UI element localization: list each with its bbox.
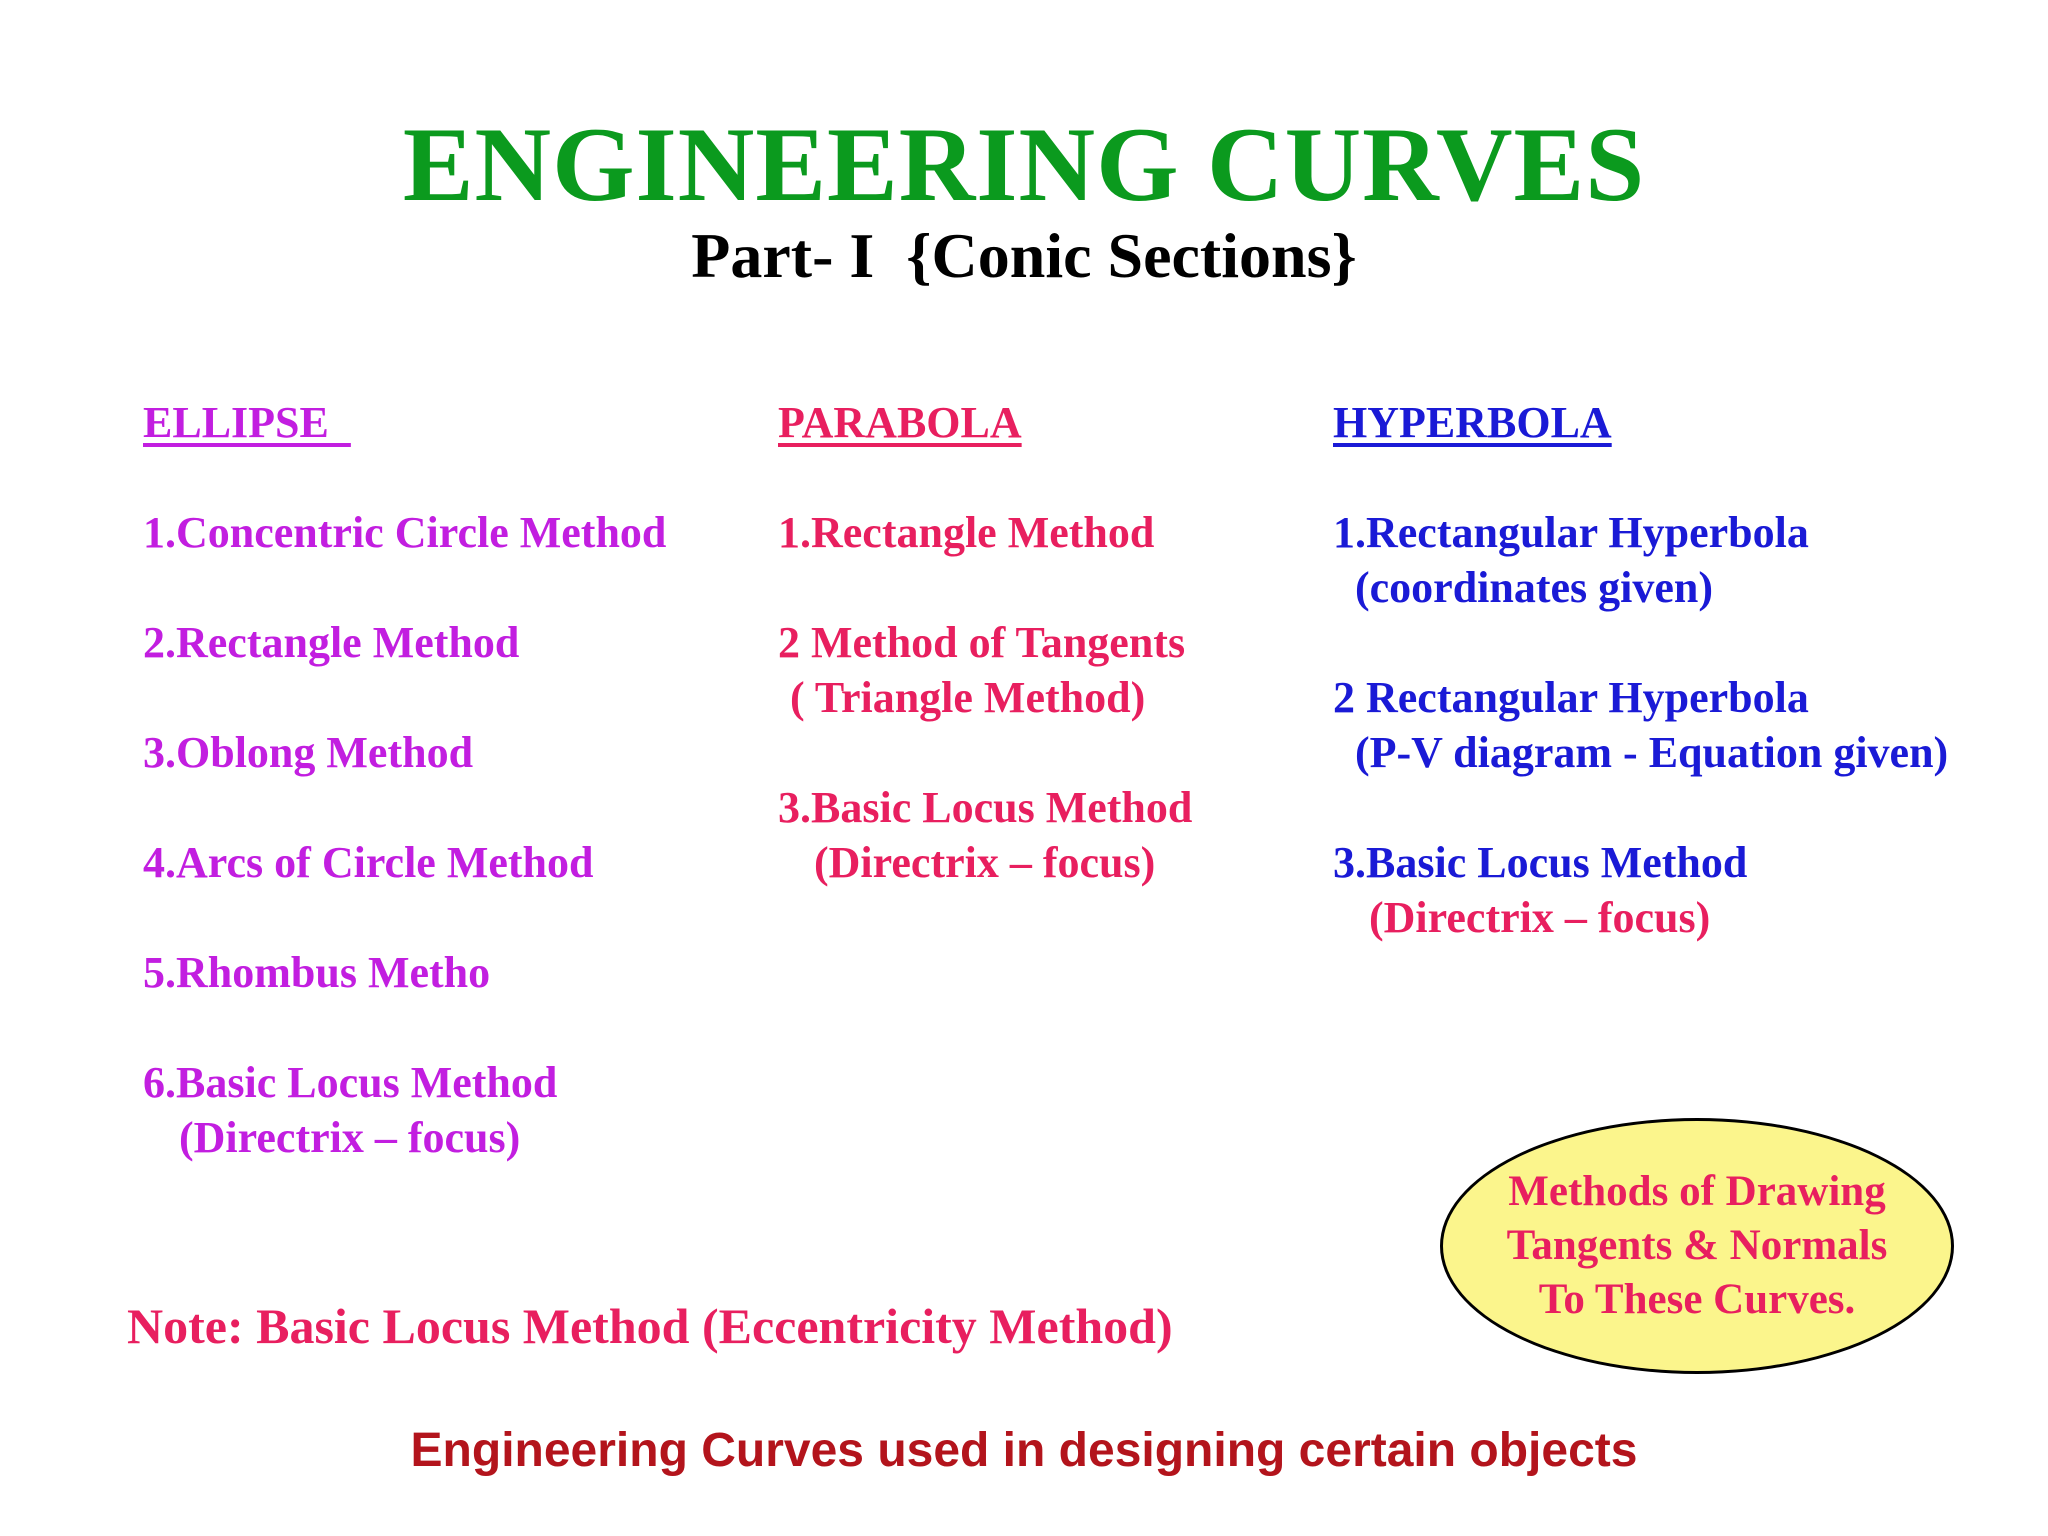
footer-link[interactable]: Engineering Curves used in designing certain objects <box>410 1424 1638 1477</box>
note-text: Note: Basic Locus Method (Eccentricity Method) <box>127 1298 1173 1354</box>
hyperbola-item-1-sub: (coordinates given) <box>1355 563 1714 612</box>
ellipse-item-6: 6.Basic Locus Method <box>143 1058 558 1107</box>
ellipse-item-6-sub: (Directrix – focus) <box>179 1113 521 1162</box>
page-subtitle: Part- I {Conic Sections} <box>691 220 1357 291</box>
badge-line-3: To These Curves. <box>1538 1276 1856 1323</box>
hyperbola-heading: HYPERBOLA <box>1333 398 1612 447</box>
parabola-heading: PARABOLA <box>778 398 1022 447</box>
ellipse-column <box>143 395 666 1165</box>
parabola-item-2-sub: ( Triangle Method) <box>790 673 1146 722</box>
ellipse-heading: ELLIPSE <box>143 398 351 447</box>
ellipse-item-2: 2.Rectangle Method <box>143 618 520 667</box>
hyperbola-item-2: 2 Rectangular Hyperbola <box>1333 673 1809 722</box>
badge-line-1: Methods of Drawing <box>1508 1168 1886 1215</box>
tangents-normals-badge <box>1440 1118 1954 1374</box>
page-title: ENGINEERING CURVES <box>402 106 1646 223</box>
parabola-item-1: 1.Rectangle Method <box>778 508 1155 557</box>
badge-line-2: Tangents & Normals <box>1506 1222 1888 1269</box>
hyperbola-item-2-sub: (P-V diagram - Equation given) <box>1355 728 1949 777</box>
ellipse-item-5: 5.Rhombus Metho <box>143 948 491 997</box>
parabola-item-3-sub: (Directrix – focus) <box>814 838 1156 887</box>
hyperbola-item-1: 1.Rectangular Hyperbola <box>1333 508 1809 557</box>
ellipse-item-3: 3.Oblong Method <box>143 728 474 777</box>
hyperbola-item-3-sub: (Directrix – focus) <box>1369 893 1711 942</box>
ellipse-item-4: 4.Arcs of Circle Method <box>143 838 594 887</box>
hyperbola-item-3: 3.Basic Locus Method <box>1333 838 1748 887</box>
parabola-column <box>778 395 1192 890</box>
parabola-item-3: 3.Basic Locus Method <box>778 783 1193 832</box>
parabola-item-2: 2 Method of Tangents <box>778 618 1186 667</box>
hyperbola-column <box>1333 395 1948 945</box>
ellipse-item-1: 1.Concentric Circle Method <box>143 508 667 557</box>
